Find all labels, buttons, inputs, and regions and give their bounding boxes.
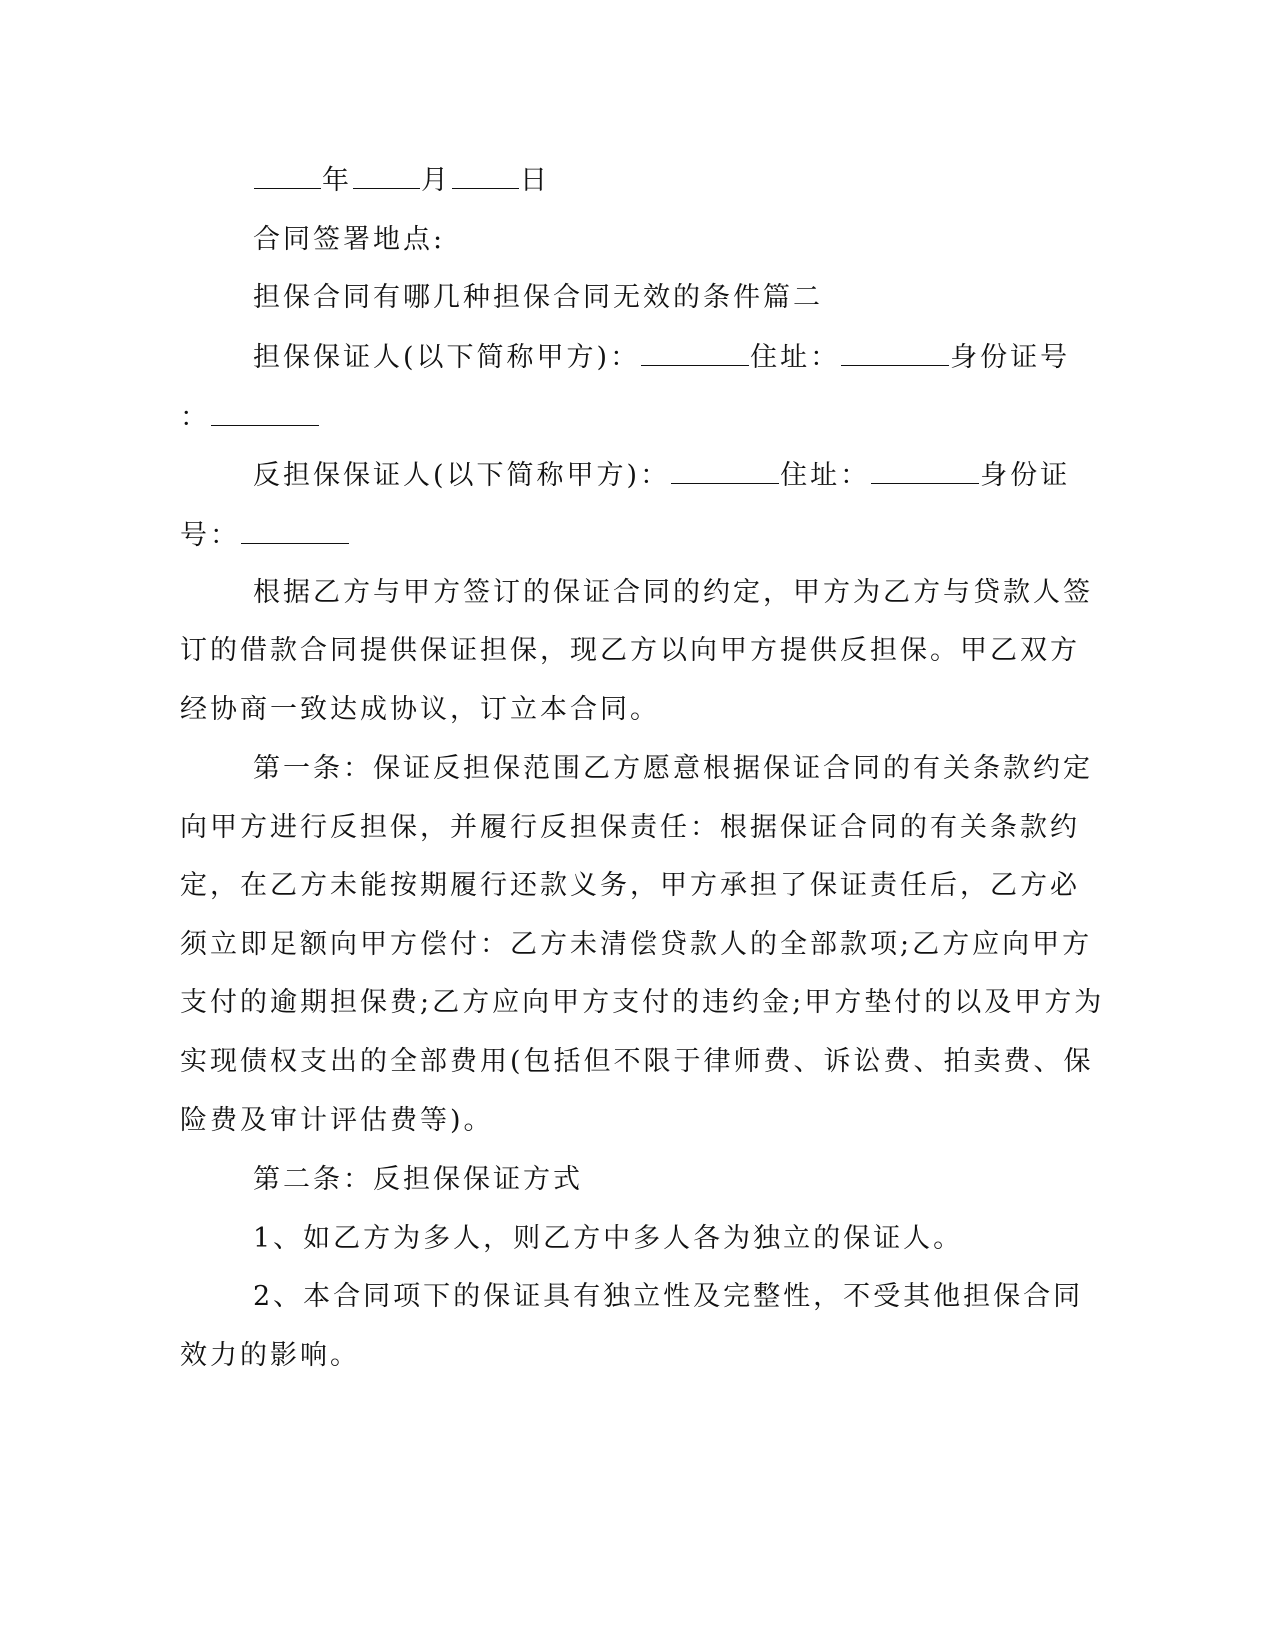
article2-title: 第二条：反担保保证方式 xyxy=(253,1164,583,1195)
year-label: 年 xyxy=(322,165,352,196)
intro-line-2: 订的借款合同提供保证担保，现乙方以向甲方提供反担保。甲乙双方 xyxy=(180,635,1080,666)
counter-guarantor-id-line xyxy=(180,521,350,549)
clause-2-line-1: 2、本合同项下的保证具有独立性及完整性，不受其他担保合同 xyxy=(253,1281,1084,1312)
signing-place: 合同签署地点: xyxy=(253,224,446,255)
article1-line-7: 险费及审计评估费等)。 xyxy=(180,1105,494,1136)
month-blank xyxy=(353,166,420,189)
intro-line-3: 经协商一致达成协议，订立本合同。 xyxy=(180,694,660,725)
guarantor-label: 担保保证人(以下简称甲方)： xyxy=(253,342,641,373)
date-line xyxy=(253,166,550,194)
clause-1: 1、如乙方为多人，则乙方中多人各为独立的保证人。 xyxy=(253,1223,964,1254)
counter-guarantor-label: 反担保保证人(以下简称甲方)： xyxy=(253,460,671,491)
counter-guarantor-id-label-2: 号： xyxy=(180,520,240,551)
month-label: 月 xyxy=(421,165,451,196)
article1-line-1: 第一条：保证反担保范围乙方愿意根据保证合同的有关条款约定 xyxy=(253,753,1093,784)
counter-guarantor-name-blank xyxy=(671,461,779,484)
guarantor-address-label: 住址： xyxy=(750,342,841,373)
article1-line-4: 须立即足额向甲方偿付：乙方未清偿贷款人的全部款项;乙方应向甲方 xyxy=(180,929,1093,960)
guarantor-id-colon: ： xyxy=(180,402,210,433)
article1-line-5: 支付的逾期担保费;乙方应向甲方支付的违约金;甲方垫付的以及甲方为 xyxy=(180,987,1105,1018)
clause-2-line-2: 效力的影响。 xyxy=(180,1340,360,1371)
counter-guarantor-address-label: 住址： xyxy=(780,460,871,491)
year-blank xyxy=(254,166,321,189)
counter-guarantor-id-label: 身份证 xyxy=(980,460,1071,491)
guarantor-id-line xyxy=(180,403,320,431)
counter-guarantor-id-blank xyxy=(241,521,349,544)
article1-line-3: 定，在乙方未能按期履行还款义务，甲方承担了保证责任后，乙方必 xyxy=(180,870,1080,901)
article1-line-2: 向甲方进行反担保，并履行反担保责任：根据保证合同的有关条款约 xyxy=(180,812,1080,843)
guarantor-line xyxy=(253,343,1070,371)
guarantor-id-label: 身份证号 xyxy=(950,342,1071,373)
guarantor-address-blank xyxy=(841,343,949,366)
day-label: 日 xyxy=(520,165,550,196)
section-title: 担保合同有哪几种担保合同无效的条件篇二 xyxy=(253,282,823,313)
intro-line-1: 根据乙方与甲方签订的保证合同的约定，甲方为乙方与贷款人签 xyxy=(253,577,1093,608)
article1-line-6: 实现债权支出的全部费用(包括但不限于律师费、诉讼费、拍卖费、保 xyxy=(180,1046,1094,1077)
guarantor-id-blank xyxy=(211,403,319,426)
counter-guarantor-address-blank xyxy=(871,461,979,484)
counter-guarantor-line xyxy=(253,461,1070,489)
guarantor-name-blank xyxy=(641,343,749,366)
day-blank xyxy=(452,166,519,189)
